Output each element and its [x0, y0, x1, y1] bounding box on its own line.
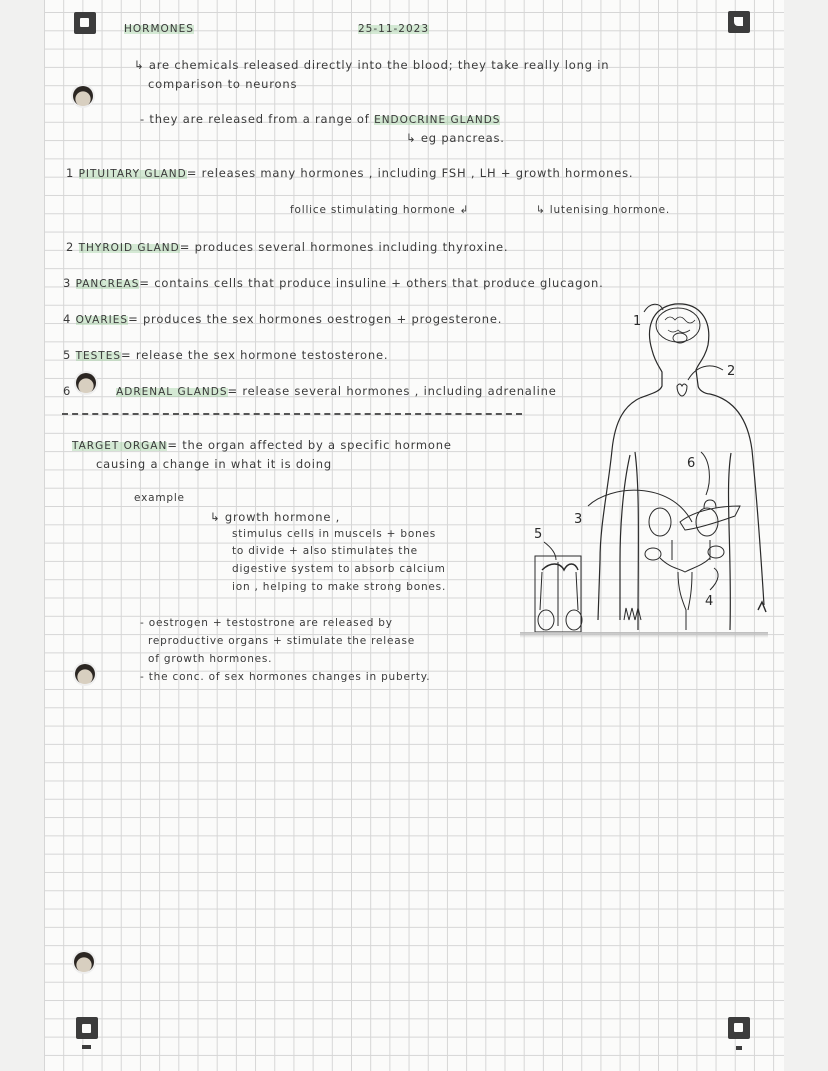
- target-organ-term: TARGET ORGAN: [72, 440, 168, 452]
- gland-name: ADRENAL GLANDS: [116, 386, 228, 398]
- note-line: reproductive organs + stimulate the release: [148, 635, 416, 647]
- target-organ-line-1: = the organ affected by a specific hormone: [167, 438, 452, 452]
- intro-line-2: comparison to neurons: [148, 77, 298, 91]
- gland-number: 3: [63, 276, 72, 290]
- endocrine-glands-highlight: ENDOCRINE GLANDS: [374, 114, 501, 126]
- example-line: stimulus cells in muscels + bones: [232, 528, 437, 540]
- gland-description: = contains cells that produce insuline + others that produce glucagon.: [139, 276, 604, 290]
- intro-example: ↳ eg pancreas.: [406, 131, 505, 145]
- note-line: - the conc. of sex hormones changes in puberty.: [140, 671, 431, 683]
- intro-bullet-1: [140, 112, 500, 126]
- gland-item-thyroid: [66, 240, 508, 254]
- gland-description: = release several hormones , including adrenaline: [227, 384, 557, 398]
- example-line: digestive system to absorb calcium: [232, 563, 446, 575]
- bottom-left-tick-icon: [82, 1045, 91, 1049]
- gland-description: = produces several hormones including thyroxine.: [179, 240, 509, 254]
- target-organ-line-2: causing a change in what it is doing: [96, 457, 332, 471]
- section-divider: [62, 413, 522, 415]
- example-line: ↳ growth hormone ,: [210, 510, 341, 524]
- gland-description: = releases many hormones , including FSH , LH + growth hormones.: [186, 166, 634, 180]
- punch-hole-icon: [73, 86, 93, 106]
- page-title: HORMONES: [124, 23, 194, 35]
- corner-marker-bottom-left-icon: [76, 1017, 98, 1039]
- gland-item-pituitary: [66, 166, 633, 180]
- svg-text:2: 2: [727, 364, 736, 379]
- lh-note: ↳ lutenising hormone.: [536, 204, 671, 216]
- svg-text:3: 3: [574, 512, 583, 527]
- gland-number: 1: [66, 166, 75, 180]
- gland-item-adrenal: [63, 384, 557, 398]
- gland-item-pancreas: [63, 276, 604, 290]
- svg-text:4: 4: [705, 594, 714, 609]
- intro-line-1: ↳ are chemicals released directly into the blood; they take really long in: [134, 58, 610, 72]
- gland-description: = release the sex hormone testosterone.: [121, 348, 389, 362]
- gland-name: THYROID GLAND: [78, 242, 180, 254]
- gland-number: 4: [63, 312, 72, 326]
- corner-marker-top-right-icon: [728, 11, 750, 33]
- note-line: of growth hormones.: [148, 653, 273, 665]
- gland-item-ovaries: [63, 312, 502, 326]
- gland-number: 5: [63, 348, 72, 362]
- fsh-note: follice stimulating hormone ↲: [290, 204, 470, 216]
- svg-text:6: 6: [687, 456, 696, 471]
- svg-text:5: 5: [534, 527, 543, 542]
- example-line: ion , helping to make strong bones.: [232, 581, 447, 593]
- gland-name: PITUITARY GLAND: [78, 168, 187, 180]
- gland-description: = produces the sex hormones oestrogen + progesterone.: [128, 312, 503, 326]
- corner-marker-top-left-icon: [74, 12, 96, 34]
- target-organ-definition: [72, 438, 452, 452]
- gland-name: TESTES: [75, 350, 122, 362]
- gland-name: OVARIES: [75, 314, 129, 326]
- note-line: - oestrogen + testostrone are released by: [140, 617, 393, 629]
- gland-name: PANCREAS: [75, 278, 140, 290]
- intro-bullet-text: - they are released from a range of: [140, 112, 370, 126]
- gland-number: 6: [63, 384, 72, 398]
- svg-text:1: 1: [633, 314, 642, 329]
- bottom-right-tick-icon: [736, 1046, 742, 1050]
- gland-item-testes: [63, 348, 388, 362]
- gland-number: 2: [66, 240, 75, 254]
- punch-hole-icon: [74, 952, 94, 972]
- example-line: to divide + also stimulates the: [232, 545, 418, 557]
- punch-hole-icon: [75, 664, 95, 684]
- endocrine-body-diagram: [520, 290, 780, 640]
- corner-marker-bottom-right-icon: [728, 1017, 750, 1039]
- diagram-paper-edge-shadow: [520, 632, 768, 638]
- page-date: 25-11-2023: [358, 23, 430, 35]
- example-label: example: [134, 492, 185, 504]
